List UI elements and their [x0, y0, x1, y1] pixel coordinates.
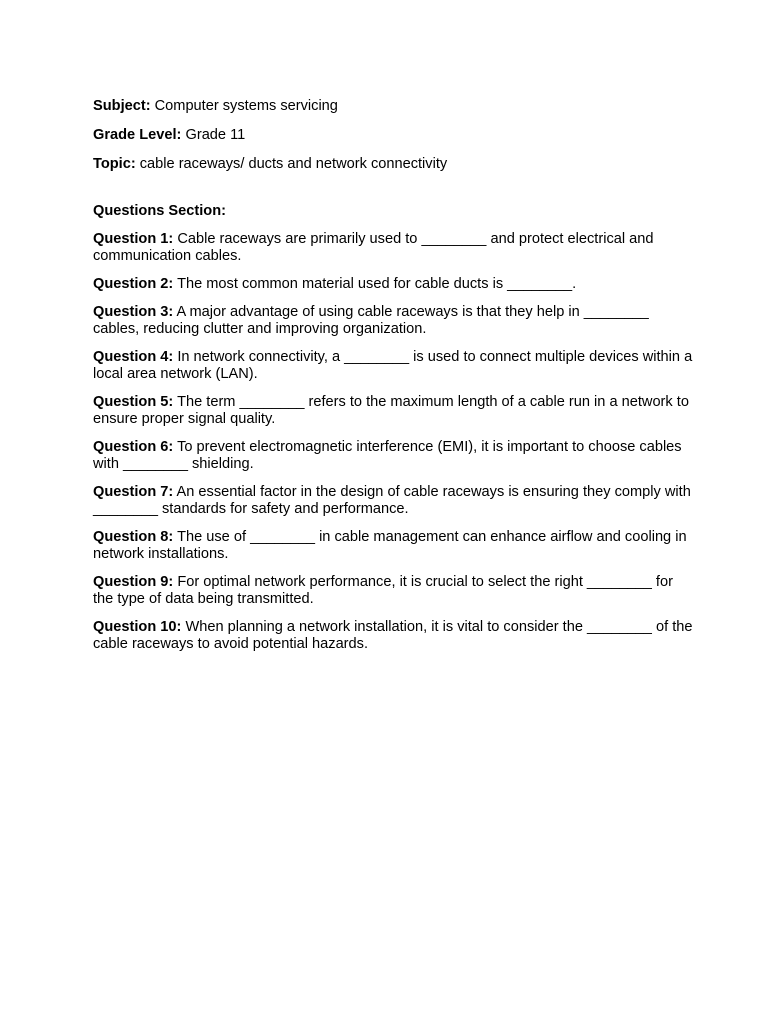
- grade-level-label: Grade Level:: [93, 127, 182, 143]
- questions-section-heading: Questions Section:: [93, 203, 226, 219]
- question-text: When planning a network installation, it is vital to consider the ________ of the cable raceways to avoid potential hazards.: [93, 619, 693, 652]
- question-text: A major advantage of using cable raceways is that they help in ________ cables, reducing clutter and improving organization.: [93, 304, 649, 337]
- question-6: [93, 439, 693, 473]
- question-text: To prevent electromagnetic interference (EMI), it is important to choose cables with ________ shielding.: [93, 439, 682, 472]
- question-3: [93, 304, 693, 338]
- topic-line: [93, 156, 693, 173]
- grade-level-line: [93, 127, 693, 144]
- question-text: The term ________ refers to the maximum length of a cable run in a network to ensure proper signal quality.: [93, 394, 689, 427]
- question-4: [93, 349, 693, 383]
- question-9: [93, 574, 693, 608]
- question-text: The most common material used for cable ducts is ________.: [173, 276, 577, 292]
- question-2: [93, 276, 693, 293]
- subject-line: [93, 98, 693, 115]
- grade-level-value: Grade 11: [181, 127, 246, 143]
- subject-label: Subject:: [93, 98, 151, 114]
- question-label: Question 4:: [93, 349, 174, 365]
- question-text: An essential factor in the design of cable raceways is ensuring they comply with ________ standards for safety and performance.: [93, 484, 691, 517]
- question-text: For optimal network performance, it is crucial to select the right ________ for the type of data being transmitted.: [93, 574, 673, 607]
- question-label: Question 9:: [93, 574, 174, 590]
- question-label: Question 8:: [93, 529, 174, 545]
- question-text: Cable raceways are primarily used to ________ and protect electrical and communication cables.: [93, 231, 654, 264]
- subject-value: Computer systems servicing: [150, 98, 338, 114]
- document-page: [93, 98, 693, 664]
- topic-value: cable raceways/ ducts and network connectivity: [135, 156, 448, 172]
- question-7: [93, 484, 693, 518]
- question-label: Question 7:: [93, 484, 174, 500]
- questions-list: [93, 231, 693, 653]
- question-label: Question 2:: [93, 276, 174, 292]
- question-text: The use of ________ in cable management can enhance airflow and cooling in network installations.: [93, 529, 687, 562]
- question-1: [93, 231, 693, 265]
- question-label: Question 5:: [93, 394, 174, 410]
- question-text: In network connectivity, a ________ is used to connect multiple devices within a local area network (LAN).: [93, 349, 693, 382]
- topic-label: Topic:: [93, 156, 136, 172]
- question-label: Question 6:: [93, 439, 174, 455]
- question-10: [93, 619, 693, 653]
- question-label: Question 10:: [93, 619, 182, 635]
- question-label: Question 1:: [93, 231, 174, 247]
- question-8: [93, 529, 693, 563]
- question-label: Question 3:: [93, 304, 174, 320]
- question-5: [93, 394, 693, 428]
